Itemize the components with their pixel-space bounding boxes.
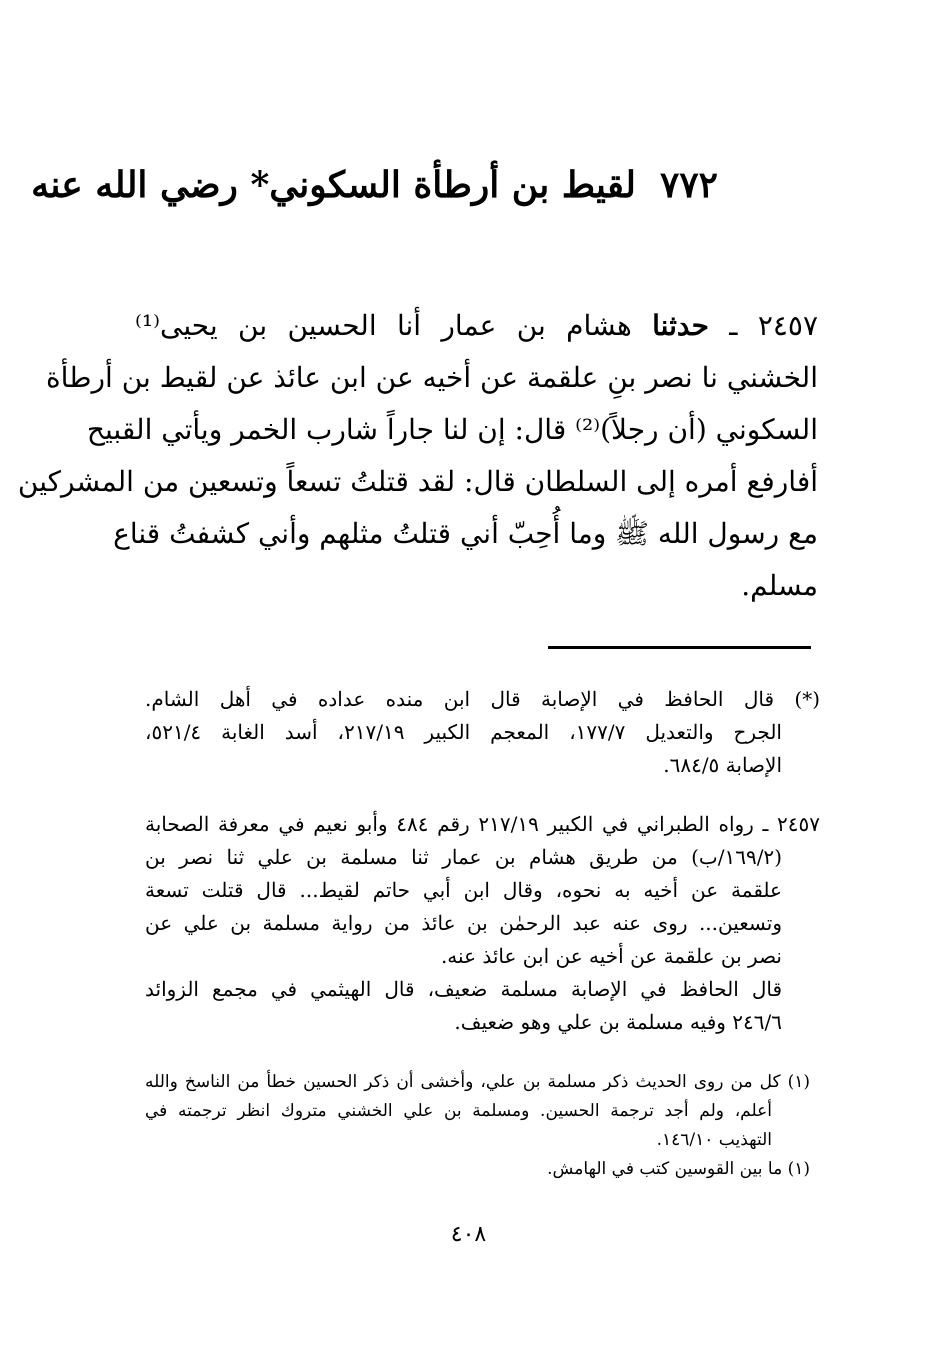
footnote-line: التهذيب ١٤٦/١٠. <box>656 1130 772 1150</box>
chapter-title <box>31 150 718 220</box>
chapter-number: ٧٧٢ <box>659 164 718 206</box>
footnote-line: (١٦٩/٢/ب) من طريق هشام بن عمار ثنا مسلمة بن علي ثنا نصر بن <box>145 845 782 869</box>
hadith-line-1 <box>135 300 818 352</box>
footnote-small <box>145 1068 810 1184</box>
page-number: ٤٠٨ <box>450 1222 487 1247</box>
footnote-star <box>145 683 820 782</box>
footnote-line: قال الحافظ في الإصابة مسلمة ضعيف، قال الهيثمي في مجمع الزوائد <box>145 977 782 1001</box>
chapter-title-text: لقيط بن أرطأة السكوني* رضي الله عنه <box>31 164 636 206</box>
footnote-line: الإصابة ٦٨٤/٥. <box>663 753 782 777</box>
hadith-line: السكوني (أن رجلاً)⁽²⁾ قال: إن لنا جاراً شارب الخمر ويأتي القبيح <box>86 413 818 446</box>
footnote-line: (*) قال الحافظ في الإصابة قال ابن منده عداده في أهل الشام. <box>145 687 820 711</box>
footnote-line: أعلم، ولم أجد ترجمة الحسين. ومسلمة بن علي الخشني متروك انظر ترجمته في <box>145 1101 772 1121</box>
hadith-text <box>17 300 818 612</box>
hadith-line: أفارفع أمره إلى السلطان قال: لقد قتلتُ تسعاً وتسعين من المشركين <box>17 465 818 498</box>
footnote-line: ٢٤٥٧ ـ رواه الطبراني في الكبير ٢١٧/١٩ رقم ٤٨٤ وأبو نعيم في معرفة الصحابة <box>145 812 821 836</box>
footnote-line: ٢٤٦/٦ وفيه مسلمة بن علي وهو ضعيف. <box>454 1010 782 1034</box>
hadith-line-text: هشام بن عمار أنا الحسين بن يحيى⁽¹⁾ <box>135 309 632 342</box>
footnote-line: نصر بن علقمة عن أخيه عن ابن عائذ عنه. <box>440 944 782 968</box>
footnote-line: (١) ما بين القوسين كتب في الهامش. <box>547 1159 810 1179</box>
footnote-line: (١) كل من روى الحديث ذكر مسلمة بن علي، وأخشى أن ذكر الحسين خطأ من الناسخ والله <box>145 1072 810 1092</box>
footnote-separator <box>548 646 811 649</box>
hadith-line: الخشني نا نصر بنِ علقمة عن أخيه عن ابن عائذ عن لقيط بن أرطأة <box>46 361 818 394</box>
footnote-line: وتسعين... روى عنه عبد الرحمٰن بن عائذ من رواية مسلمة بن علي عن <box>145 911 782 935</box>
hadith-number: ٢٤٥٧ ـ <box>729 309 818 342</box>
hadith-line: مع رسول الله ﷺ وما أُحِبّ أني قتلتُ مثلهم وأني كشفتُ قناع <box>113 517 818 550</box>
footnote-line: علقمة عن أخيه به نحوه، وقال ابن أبي حاتم لقيط... قال قتلت تسعة <box>145 878 782 902</box>
hadith-keyword: حدثنا <box>652 309 709 342</box>
footnote-takhrij <box>145 808 820 1039</box>
hadith-line: مسلم. <box>741 569 818 602</box>
footnote-line: الجرح والتعديل ١٧٧/٧، المعجم الكبير ٢١٧/١٩، أسد الغابة ٥٢١/٤، <box>145 720 782 744</box>
